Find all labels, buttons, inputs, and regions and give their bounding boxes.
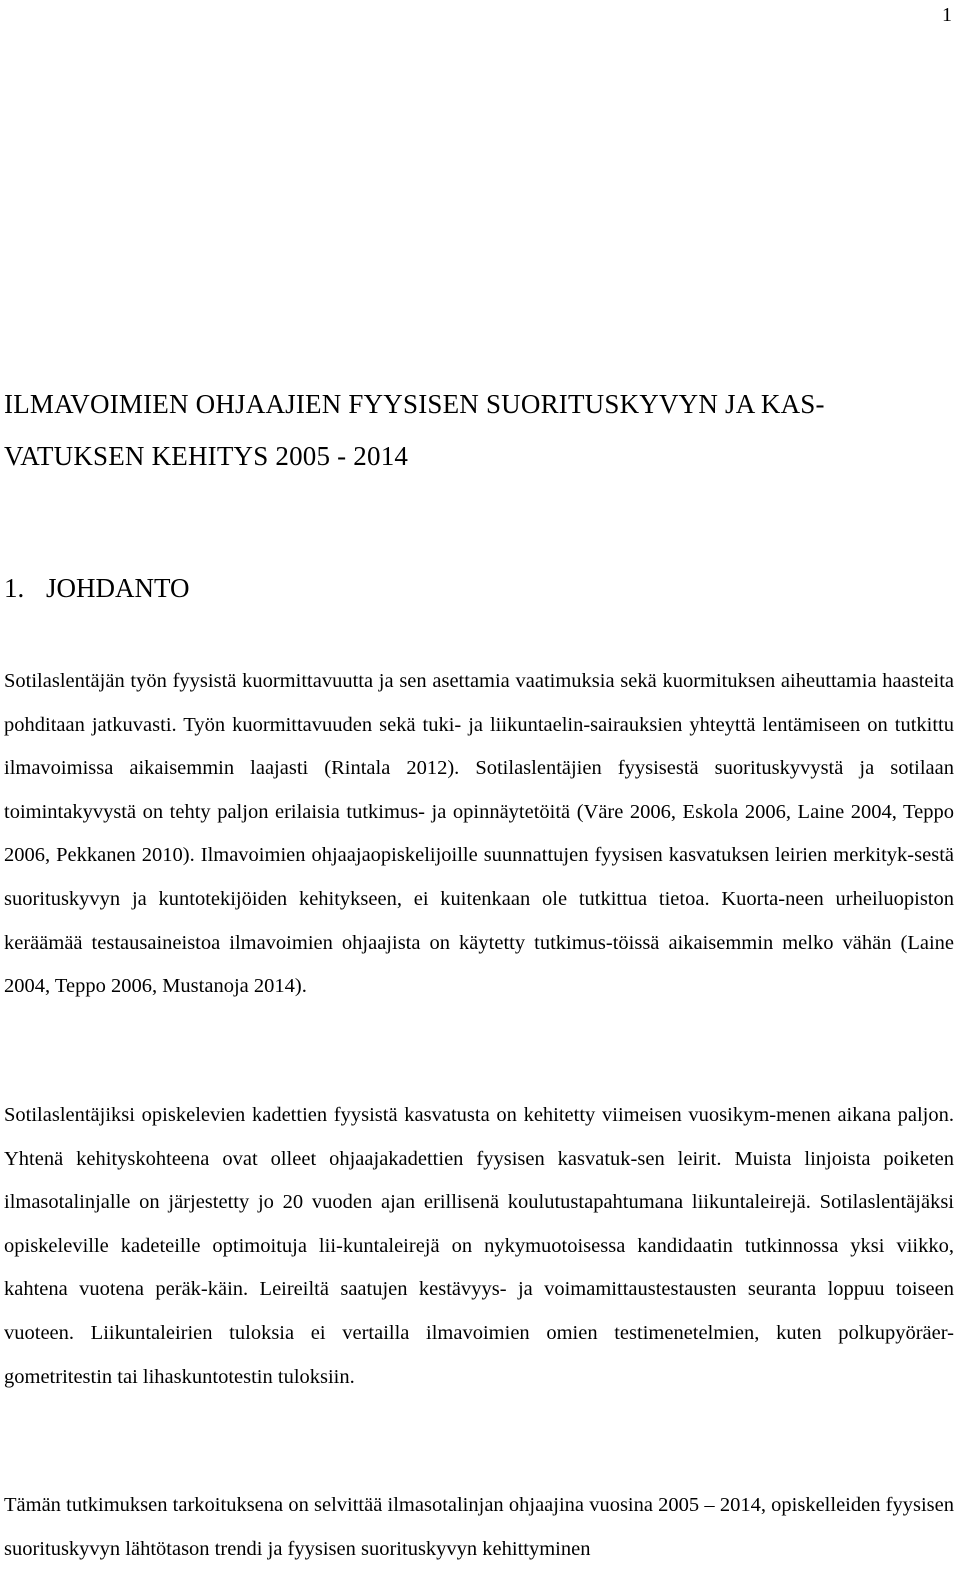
section-title: JOHDANTO [46,573,190,603]
page-number: 1 [942,4,952,26]
paragraph-intro: Sotilaslentäjän työn fyysistä kuormittavuutta ja sen asettamia vaatimuksia sekä kuormituksen aiheuttamia haasteita pohditaan jatkuvasti. Työn kuormittavuuden sekä tuki- ja liikuntaelin-sairauksien yhteyttä lentämiseen on tutkittu ilmavoimissa aikaisemmin laajasti (Rintala 2012). Sotilaslentäjien fyysisestä suorituskyvystä ja sotilaan toimintakyvystä on tehty paljon erilaisia tutkimus- ja opinnäytetöitä (Väre 2006, Eskola 2006, Laine 2004, Teppo 2006, Pekkanen 2010). Ilmavoimien ohjaajaopiskelijoille suunnattujen fyysisen kasvatuksen leirien merkityk-sestä suorituskyvyn ja kuntotekijöiden kehitykseen, ei kuitenkaan ole tutkittua tietoa. Kuorta-neen urheiluopiston keräämää testausaineistoa ilmavoimien ohjaajista on käytetty tutkimus-töissä aikaisemmin melko vähän (Laine 2004, Teppo 2006, Mustanoja 2014). [4,670,954,998]
section-heading [4,566,190,610]
document-title: ILMAVOIMIEN OHJAAJIEN FYYSISEN SUORITUSKYVYN JA KAS-VATUKSEN KEHITYS 2005 - 2014 [4,389,825,471]
paragraph-background: Sotilaslentäjiksi opiskelevien kadettien fyysistä kasvatusta on kehitetty viimeisen vuosikym-menen aikana paljon. Yhtenä kehityskohteena ovat olleet ohjaajakadettien fyysisen kasvatuk-sen leirit. Muista linjoista poiketen ilmasotalinjalle on järjestetty jo 20 vuoden ajan erillisenä koulutustapahtumana liikuntaleirejä. Sotilaslentäjäksi opiskeleville kadeteille optimoituja lii-kuntaleirejä on nykymuotoisessa kandidaatin tutkinnossa yksi viikko, kahtena vuotena peräk-käin. Leireiltä saatujen kestävyys- ja voimamittaustestausten seuranta loppuu toiseen vuoteen. Liikuntaleirien tuloksia ei vertailla ilmavoimien omien testimenetelmien, kuten polkupyöräer-gometritestin tai lihaskuntotestin tuloksiin. [4,1104,954,1388]
section-number: 1. [4,573,25,603]
paragraph-purpose: Tämän tutkimuksen tarkoituksena on selvittää ilmasotalinjan ohjaajina vuosina 2005 – 2014, opiskelleiden fyysisen suorituskyvyn lähtötason trendi ja fyysisen suorituskyvyn kehittyminen [4,1494,954,1560]
